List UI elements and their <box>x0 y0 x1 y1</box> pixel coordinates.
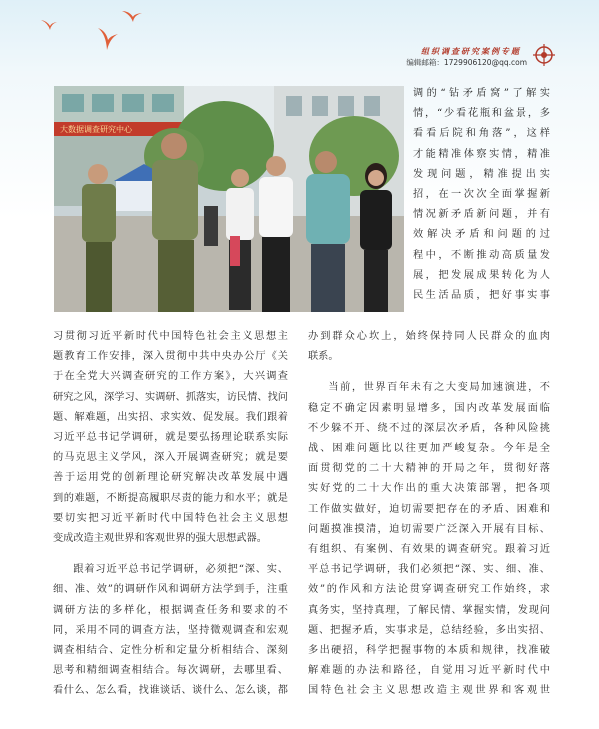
text-line: 效”的作风和方法论贯穿调查研究工作始终，求 <box>308 584 550 596</box>
editor-email: 编辑邮箱：1729906120@qq.com <box>406 58 527 67</box>
text-line: 实好党的二十大作出的重大决策部署，把各项 <box>308 483 550 495</box>
text-line: 办到群众心坎上，始终保持同人民群众的血肉 <box>308 331 550 342</box>
text-line: 情况新矛盾新问题，并有 <box>413 209 550 221</box>
bird-icon <box>96 26 120 52</box>
text-line: 民生活品质，把好事实事 <box>413 290 550 302</box>
text-line: 调研方法的多样化，根据调查任务和要求的不 <box>53 604 288 616</box>
text-column-right <box>308 327 550 702</box>
text-line: 面贯彻党的二十大精神的开局之年，贯彻好落 <box>308 463 550 475</box>
text-line: 平总书记学调研，我们必须把“深、实、细、准、 <box>308 564 550 576</box>
text-line: 善于运用党的创新理论研究解决改革发展中遇 <box>53 472 288 484</box>
text-line: 思考和精细调查相结合。每次调研，去哪里看、 <box>53 665 288 677</box>
text-line: 多出硬招，科学把握事物的本质和规律，找准破 <box>308 645 550 657</box>
text-line: 到的难题，不断提高履职尽责的能力和水平；就是 <box>53 492 288 504</box>
text-line: 细、准、效”的调研作风和调研方法学到手，注重 <box>53 584 288 596</box>
text-column-right-top <box>413 84 550 306</box>
text-line: 不少躲不开、绕不过的深层次矛盾，各种风险挑 <box>308 422 550 434</box>
text-line: 才能精准体察实情，精准 <box>413 148 550 160</box>
text-line: 联系。 <box>308 351 339 363</box>
text-line: 变成改造主观世界和客观世界的强大思想武器。 <box>53 533 267 545</box>
building-sign: 大数据调查研究中心 <box>60 125 132 134</box>
text-line: 要切实把习近平新时代中国特色社会主义思想 <box>53 512 288 524</box>
text-line: 程中，不断推动高质量发 <box>413 249 550 261</box>
text-line: 习贯彻习近平新时代中国特色社会主义思想主 <box>53 331 288 342</box>
text-line: 习近平总书记学调研，就是要弘扬理论联系实际 <box>53 432 288 444</box>
bird-icon <box>40 18 58 32</box>
text-line: 招，在一次次全面掌握新 <box>413 189 550 201</box>
text-line: 同，采用不同的调查方法，坚持微观调查和宏观 <box>53 624 288 636</box>
text-line: 跟着习近平总书记学调研，必须把“深、实、 <box>73 564 288 576</box>
text-line: 国特色社会主义思想改造主观世界和客观世 <box>308 685 550 697</box>
column-label: 组织调查研究案例专题 <box>421 47 521 56</box>
text-line: 于在全党大兴调查研究的工作方案》，大兴调查 <box>53 371 288 383</box>
text-line: 稳定不确定因素明显增多，国内改革发展面临 <box>308 402 550 414</box>
text-line: 调查相结合、定性分析和定量分析相结合、深刻 <box>53 645 288 657</box>
text-line: 问题摸准摸清，迫切需要广泛深入开展有目标、 <box>308 523 550 535</box>
text-line: 题、解难题，出实招、求实效、促发展。我们跟着 <box>53 411 288 423</box>
text-line: 有组织、有案例、有效果的调查研究。跟着习近 <box>308 544 550 556</box>
text-line: 看看后院和角落”，这样 <box>413 128 550 140</box>
text-line: 工作做实做好，迫切需要把存在的矛盾、困难和 <box>308 503 550 515</box>
text-line: 的马克思主义学风，深入开展调查研究；就是要 <box>53 452 288 464</box>
text-line: 看什么、怎么看，找谁谈话、谈什么、怎么谈，都 <box>53 685 288 697</box>
emblem-icon <box>533 44 555 66</box>
text-line: 解难题的办法和路径，自觉用习近平新时代中 <box>308 665 550 677</box>
meeting-photo <box>54 86 404 312</box>
text-line: 调的“钻矛盾窝”了解实 <box>413 88 550 99</box>
text-column-left <box>53 327 288 702</box>
bird-icon <box>121 8 143 24</box>
text-line: 战、困难问题比以往更加严峻复杂。今年是全 <box>308 443 550 455</box>
text-line: 效解决矛盾和问题的过 <box>413 229 550 241</box>
text-line: 情，“少看花瓶和盆景，多 <box>413 108 550 120</box>
text-line: 发现问题，精准提出实 <box>413 168 550 180</box>
text-line: 题教育工作安排，深入贯彻中共中央办公厅《关 <box>53 351 288 363</box>
text-line: 真务实，坚持真理，了解民情、掌握实情，发现问 <box>308 604 550 616</box>
text-line: 研究之风，深学习、实调研、抓落实，访民情、找问 <box>53 391 288 403</box>
text-line: 题、把握矛盾，实事求是，总结经验，多出实招、 <box>308 624 550 636</box>
text-line: 展，把发展成果转化为人 <box>413 269 550 281</box>
text-line: 当前，世界百年未有之大变局加速演进，不 <box>328 382 550 394</box>
